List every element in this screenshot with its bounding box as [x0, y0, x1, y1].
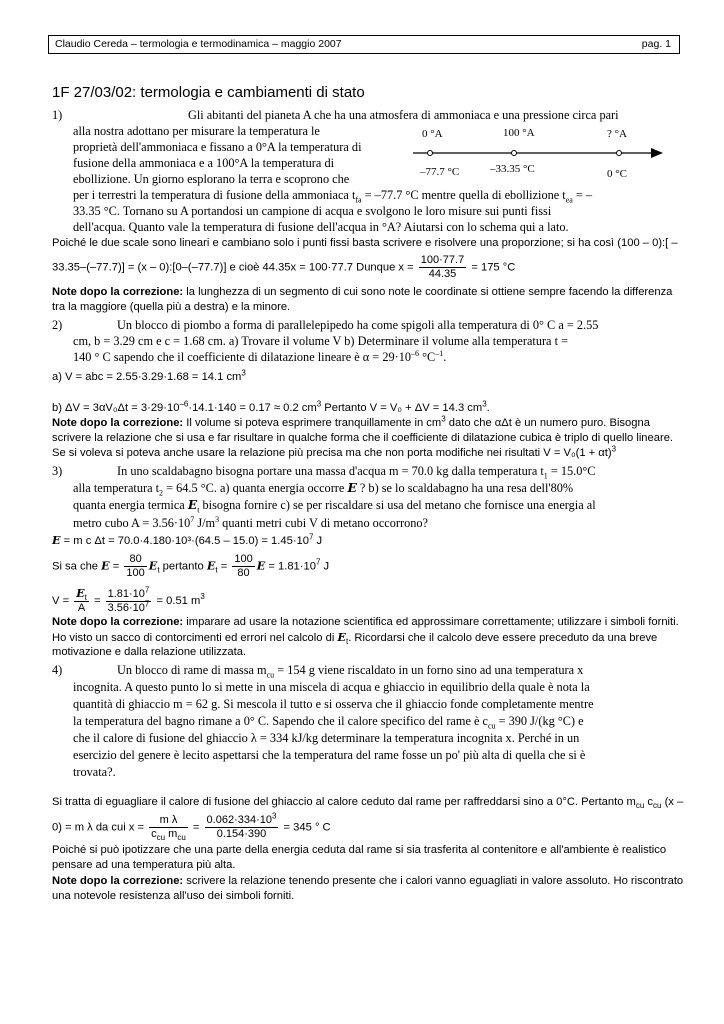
q1-number: 1) [52, 108, 63, 122]
q1-line5: ebollizione. Un giorno esplorano la terra e scoprono che [73, 172, 350, 186]
q1-line2: alla nostra adottano per misurare la temperatura le [73, 124, 320, 138]
a2-a: a) V = abc = 2.55·3.29·1.68 = 14.1 $cm^3$ [52, 368, 246, 383]
scale-point-1 [428, 151, 433, 156]
q3-line1: In uno scaldabagno bisogna portare una massa d'acqua m = 70.0 kg dalla temperatura $t_1 = 15.0^\circ C$ [117, 464, 596, 481]
header-title: Claudio Cereda – termologia e termodinamica – maggio 2007 [55, 38, 342, 50]
a2-note-line3: Se si voleva si poteva anche usare la relazione più precisa ma che non porta modifiche nei risultati $V = V_0(1 + \alpha t)^3$ [52, 444, 617, 459]
a2-note: Note dopo la correzione: Il volume si poteva esprimere tranquillamente in $cm^3$ dato che αΔt è un numero puro. Bisogna [52, 414, 650, 429]
page-title: 1F 27/03/02: termologia e cambiamenti di stato [52, 84, 365, 101]
q1-line3: proprietà dell'ammoniaca e fissano a 0°A la temperatura di [73, 140, 362, 154]
a3-note-line3: motivazione e dalla relazione utilizzata. [52, 646, 247, 658]
q4-number: 4) [52, 663, 63, 677]
q3-number: 3) [52, 464, 63, 478]
a1-note-line2: tra la maggiore (quella più a destra) e la minore. [52, 301, 291, 313]
page-header [48, 35, 680, 54]
a2-note-line2: scrivere la relazione che si usa e far risultare in qualche forma che il coefficiente di dilatazione cubica è triplo di quello lineare. [52, 432, 674, 444]
page-number: pag. 1 [641, 38, 671, 50]
q1-line1: Gli abitanti del pianeta A che ha una atmosfera di ammoniaca e una pressione circa pari [188, 108, 619, 122]
scale-diagram [413, 123, 663, 183]
a3-note: Note dopo la correzione: imparare ad usare la notazione scientifica ed approssimare correttamente; utilizzare i simboli forniti. [52, 616, 679, 628]
a4-line1: Si tratta di eguagliare il calore di fusione del ghiaccio al calore ceduto dal rame per raffreddarsi sino a 0°C. Pertanto $m_{cu}$ $c_{cu}$ (x – [52, 796, 684, 811]
q4-line1: Un blocco di rame di massa $m_{cu} = 154$ g viene riscaldato in un forno sino ad una temperatura x [117, 663, 584, 680]
q3-line2: alla temperatura $t_2 = 64.5$ °C. a) quanta energia occorre E ? b) se lo scaldabagno ha una resa dell'80% [73, 480, 574, 498]
q1-line4: fusione della ammoniaca e a 100°A la temperatura di [73, 156, 335, 170]
scale-point-3 [617, 151, 622, 156]
a1-note: Note dopo la correzione: la lunghezza di un segmento di cui sono note le coordinate si ottiene sempre facendo la differenza [52, 286, 673, 298]
a4-note: Note dopo la correzione: scrivere la relazione tenendo presente che i calori vanno eguagliati in valore assoluto. Ho riscontrato [52, 875, 684, 887]
scale-point-2 [512, 151, 517, 156]
scale-bottom-label-1: –77.7 °C [420, 166, 460, 178]
q2-line3: 140 ° C sapendo che il coefficiente di dilatazione lineare è $\alpha = 29\cdot 10^{-6}$ $^\circ C^{-1}$. [73, 348, 447, 364]
scale-top-label-2: 100 °A [503, 127, 535, 139]
q2-number: 2) [52, 318, 63, 332]
q4-line6: esercizio del genere è lecito aspettarsi che la temperatura del rame fosse un po' più alta di quella che si è [73, 748, 586, 762]
scale-bottom-label-3: 0 °C [607, 168, 627, 180]
a2-b: b) $\Delta V = 3\alpha V_0\Delta t = 3\cdot 29\cdot 10^{-6}\cdot 14.1\cdot 140 = 0.17 \approx 0.2$ $cm^3$ Pertanto V = V₀ + ΔV = 14.3 $cm^3$. [52, 399, 490, 414]
a1-fraction: $\frac{100\cdot 77.7}{44.35}$ [420, 254, 465, 280]
scale-bottom-label-2: –33.35 °C [490, 163, 535, 175]
a1-line2: 33.35–(–77.7)] = (x – 0):[0–(–77.7)] e cioè 44.35x = 100·77.7 Dunque x = $\frac{100\cdot 77.7}{44.35}$ = 175 °C [52, 254, 516, 280]
a3-note-line2: Ho visto un sacco di contorcimenti ed errori nel calcolo di $E_t$. Ricordarsi che il calcolo deve essere preceduto da una breve [52, 630, 658, 647]
a3-line1: E = m c $\Delta t = 70.0\cdot 4.180\cdot 10^3\cdot(64.5 - 15.0) = 1.45\cdot 10^7$ J [52, 532, 323, 547]
a1-line1: Poiché le due scale sono lineari e cambiano solo i punti fissi basta scrivere e risolvere una proporzione; si ha così (100 – 0):[ – [52, 237, 678, 249]
q4-line5: che il calore di fusione del ghiaccio λ = 334 kJ/kg determinare la temperatura incognita x. Perché in un [73, 731, 580, 745]
q2-line2: cm, b = 3.29 cm e c = 1.68 cm. a) Trovare il volume V b) Determinare il volume alla temperatura t = [73, 334, 569, 348]
q2-line1: Un blocco di piombo a forma di parallelepipedo ha come spigoli alla temperatura di 0° C a = 2.55 [117, 318, 599, 332]
scale-top-label-1: 0 °A [422, 128, 443, 140]
a4-line3: Poiché si può ipotizzare che una parte della energia ceduta dal rame si sia trasferita al contenitore e all'ambiente è realistico [52, 844, 667, 856]
q4-line7: trovata?. [73, 765, 116, 779]
q3-line3: quanta energia termica $E_t$ bisogna fornire c) se per riscaldare si usa del metano che fornisce una energia al [73, 497, 596, 515]
a3-line3: V = $\frac{E_t}{A}$ = $\frac{1.81\cdot 10^7}{3.56\cdot 10^7}$ = 0.51 $m^3$ [52, 584, 205, 614]
arrow-head-icon [651, 148, 663, 158]
a4-line4: pensare ad una temperatura più alta. [52, 859, 236, 871]
q4-line2: incognita. A questo punto lo si mette in una miscela di acqua e ghiaccio in equilibrio della quale è nota la [73, 680, 590, 694]
q4-line3: quantità di ghiaccio m = 62 g. Si mescola il tutto e si osserva che il ghiaccio fonde completamente mentre [73, 697, 594, 711]
q1-line8: dell'acqua. Quanto vale la temperatura di fusione dell'acqua in °A? Aiutarsi con lo schema qui a lato. [73, 220, 569, 234]
q3-line4: metro cubo $A = 3.56\cdot 10^7$ $J/m^3$ quanti metri cubi V di metano occorrono? [73, 514, 428, 530]
q1-line7: 33.35 °C. Tornano su A portandosi un campione di acqua e svolgono le loro misure sui punti fissi [73, 204, 552, 218]
a4-note-line2: una notevole resistenza all'uso dei simboli forniti. [52, 890, 295, 902]
scale-top-label-3: ? °A [607, 128, 627, 140]
a3-line2: Si sa che E = $\frac{80}{100}$ $E_t$ pertanto $E_t$ = $\frac{100}{80}$ $E = 1.81\cdot 10^7$ J [52, 553, 330, 579]
a4-line2: 0) = m λ da cui x = $\frac{\text{m λ}}{c_{cu} m_{cu}}$ = $\frac{0.062\cdot 334\cdot 10^3}{0.154\cdot 390}$ = 345 ° C [52, 811, 331, 843]
q4-line4: la temperatura del bagno rimane a 0° C. Sapendo che il calore specifico del rame è $c_{cu} = 390$ J/(kg °C) e [73, 714, 584, 731]
q1-line6: per i terrestri la temperatura di fusione della ammoniaca $t_{fa} = -77.7$ °C mentre quella di ebollizione $t_{ea}$ = – [73, 188, 593, 205]
